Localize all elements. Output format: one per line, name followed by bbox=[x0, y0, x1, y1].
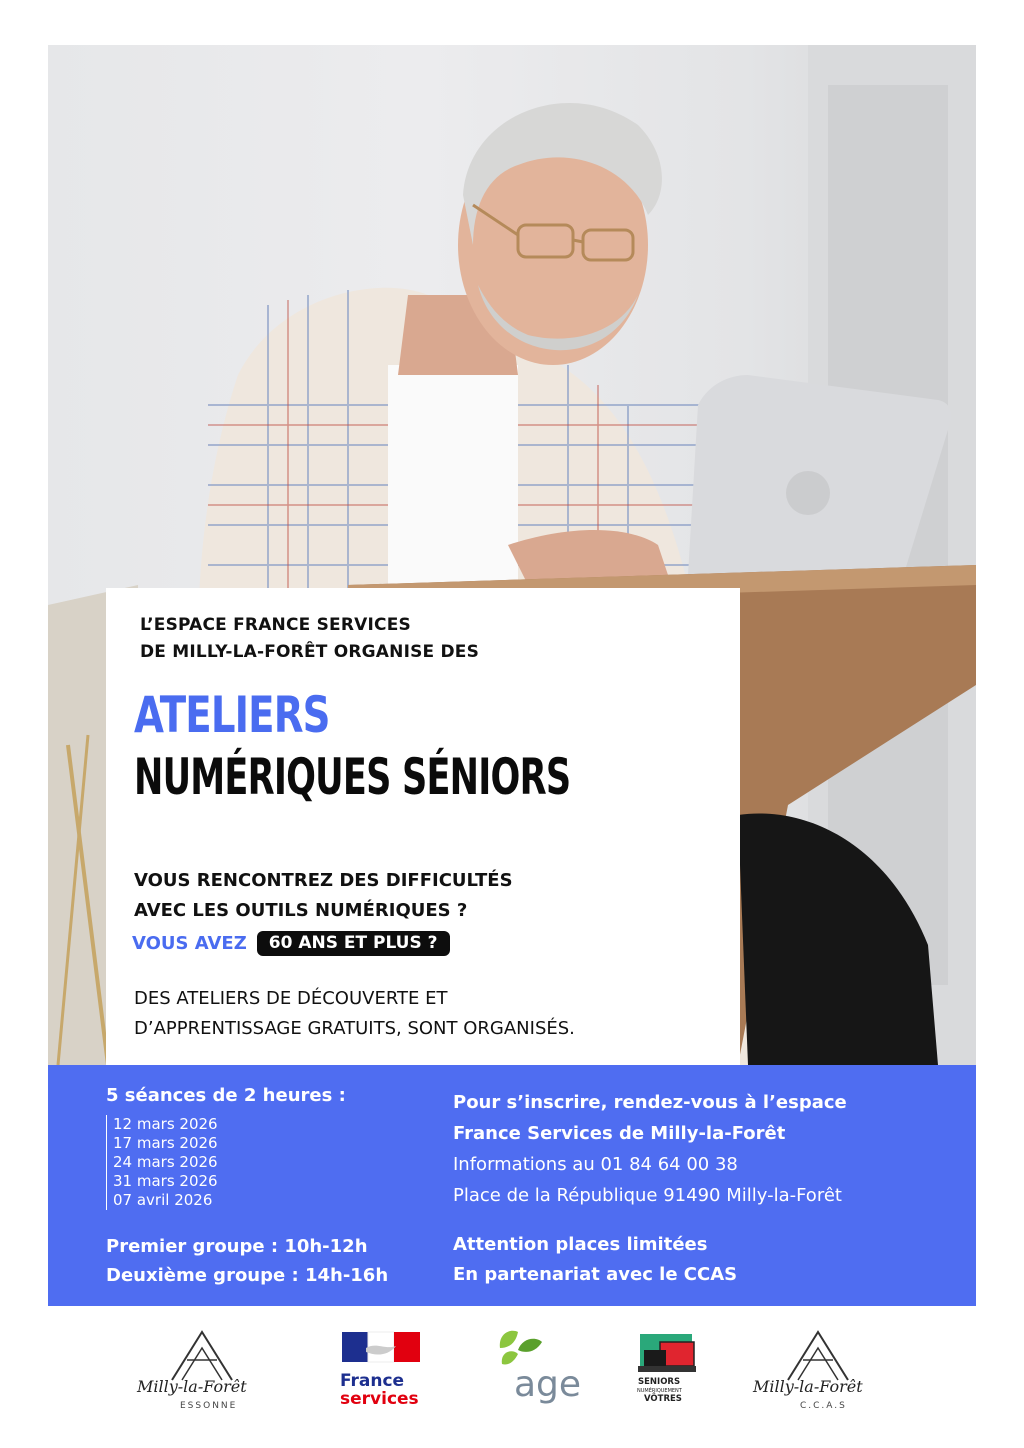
question-line-2: AVEC LES OUTILS NUMÉRIQUES ? bbox=[134, 900, 468, 921]
session-date: 31 mars 2026 bbox=[113, 1172, 218, 1190]
intro-line-2: DE MILLY-LA-FORÊT ORGANISE DES bbox=[140, 642, 480, 662]
france-services-line-1: France bbox=[340, 1371, 405, 1391]
question-line-1: VOUS RENCONTREZ DES DIFFICULTÉS bbox=[134, 870, 513, 891]
milly-la-foret-ccas-logo bbox=[748, 1320, 888, 1430]
intro-line-1: L’ESPACE FRANCE SERVICES bbox=[140, 615, 411, 635]
registration-line-1: Pour s’inscrire, rendez-vous à l’espace bbox=[453, 1092, 847, 1113]
age-line bbox=[132, 931, 450, 956]
france-services-line-2: services bbox=[340, 1389, 419, 1409]
seniors-line-2: NUMÉRIQUEMENT bbox=[637, 1388, 682, 1394]
description-line-1: DES ATELIERS DE DÉCOUVERTE ET bbox=[134, 988, 448, 1009]
headline-panel bbox=[106, 588, 740, 1065]
partner-logos bbox=[0, 1320, 1024, 1430]
session-dates bbox=[106, 1115, 218, 1210]
limited-places: Attention places limitées bbox=[453, 1234, 708, 1255]
age-prefix: VOUS AVEZ bbox=[132, 933, 247, 954]
group-times bbox=[106, 1232, 388, 1290]
seniors-line-3: VÔTRES bbox=[644, 1394, 682, 1404]
registration-line-2: France Services de Milly-la-Forêt bbox=[453, 1123, 786, 1144]
question-text bbox=[134, 866, 513, 926]
title-numeriques-seniors: NUMÉRIQUES SÉNIORS bbox=[134, 748, 571, 806]
session-date: 24 mars 2026 bbox=[113, 1153, 218, 1171]
age-logo bbox=[488, 1320, 588, 1430]
description-line-2: D’APPRENTISSAGE GRATUITS, SONT ORGANISÉS. bbox=[134, 1018, 575, 1039]
sessions-title: 5 séances de 2 heures : bbox=[106, 1085, 346, 1106]
session-date: 12 mars 2026 bbox=[113, 1115, 218, 1133]
seniors-line-1: SENIORS bbox=[638, 1377, 681, 1387]
phone-info: Informations au 01 84 64 00 38 bbox=[453, 1154, 738, 1175]
milly-la-foret-logo bbox=[132, 1320, 272, 1430]
milly-logo-name: Milly-la-Forêt bbox=[137, 1377, 247, 1396]
milly-ccas-logo-sub: C.C.A.S bbox=[800, 1401, 847, 1411]
france-services-logo bbox=[336, 1320, 436, 1430]
registration-info bbox=[453, 1087, 847, 1211]
partner-info: En partenariat avec le CCAS bbox=[453, 1264, 738, 1285]
notice-info bbox=[453, 1230, 737, 1290]
age-badge: 60 ANS ET PLUS ? bbox=[257, 931, 450, 956]
seniors-numeriquement-votres-logo bbox=[636, 1320, 706, 1430]
intro-text bbox=[140, 612, 479, 666]
session-date: 07 avril 2026 bbox=[113, 1191, 213, 1209]
age-logo-name: age bbox=[514, 1364, 582, 1405]
milly-ccas-logo-name: Milly-la-Forêt bbox=[753, 1377, 863, 1396]
group-2-time: Deuxième groupe : 14h-16h bbox=[106, 1265, 389, 1286]
info-band bbox=[48, 1065, 976, 1306]
description-text bbox=[134, 984, 575, 1044]
session-date: 17 mars 2026 bbox=[113, 1134, 218, 1152]
title-ateliers: ATELIERS bbox=[134, 686, 330, 744]
address-info: Place de la République 91490 Milly-la-Forêt bbox=[453, 1185, 842, 1206]
group-1-time: Premier groupe : 10h-12h bbox=[106, 1236, 368, 1257]
milly-logo-sub: ESSONNE bbox=[180, 1401, 238, 1411]
